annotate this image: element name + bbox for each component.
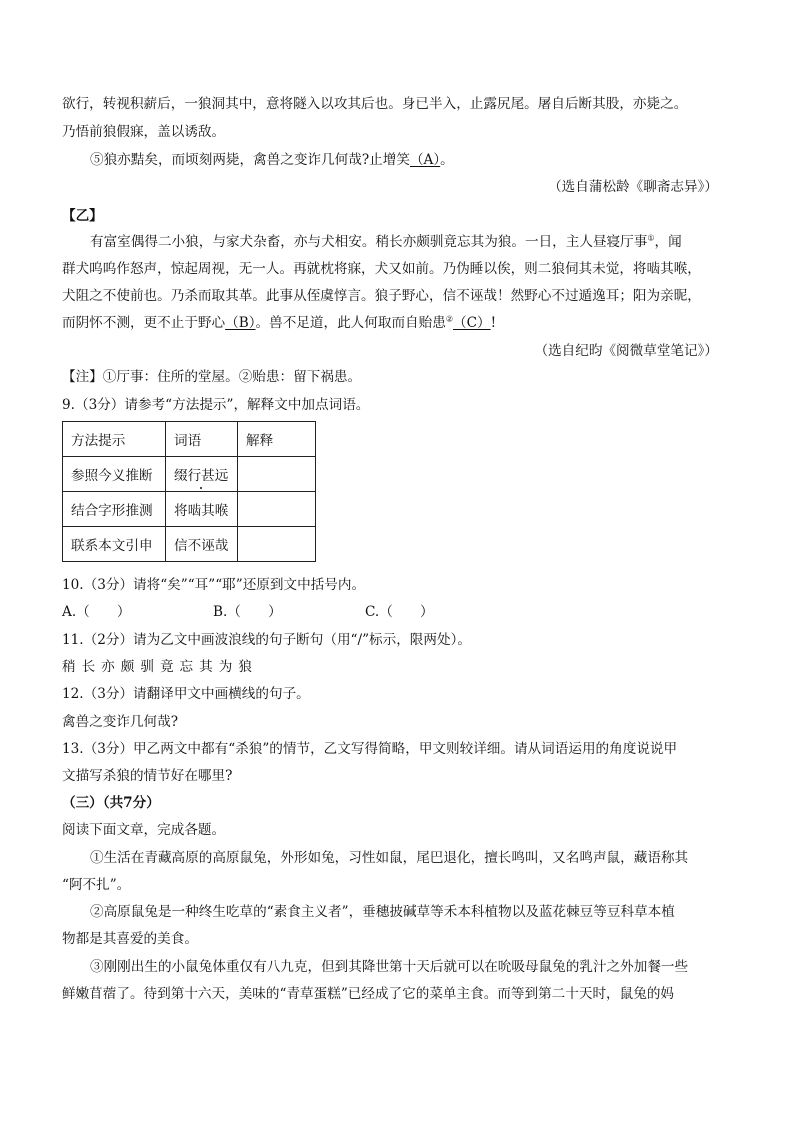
table-row bbox=[63, 457, 316, 492]
table-header-cell: 方法提示 bbox=[63, 422, 166, 457]
section-3-paragraph-2: ②高原鼠兔是一种终生吃草的“素食主义者”，垂穗披碱草等禾本科植物以及蓝花棘豆等豆科草本植 bbox=[90, 904, 675, 920]
section-3-instruction: 阅读下面文章，完成各题。 bbox=[62, 822, 226, 838]
blank-a: （A） bbox=[409, 152, 441, 168]
word-cell: 信不诬哉 bbox=[166, 527, 238, 562]
passage-b-line-3: 犬阻之不使前也。乃杀而取其革。此事从侄虞惇言。狼子野心，信不诬哉！然野心不过遁逸耳；阳为亲昵， bbox=[62, 288, 701, 304]
annotation-note: 【注】①厅事：住所的堂屋。②贻患：留下祸患。 bbox=[62, 369, 362, 385]
question-9-prompt: 9.（3分）请参考“方法提示”，解释文中加点词语。 bbox=[62, 397, 370, 413]
passage-a-paragraph-5: ⑤狼亦黠矣，而顷刻两毙，禽兽之变诈几何哉?止增笑（A）。 bbox=[90, 152, 454, 168]
table-header-cell: 词语 bbox=[166, 422, 238, 457]
section-3-paragraph-3-cont: 鲜嫩苜蓿了。待到第十六天，美味的“青草蛋糕”已经成了它的菜单主食。而等到第二十天时，鼠兔的妈 bbox=[62, 986, 675, 1002]
option-a-blank[interactable]: A.（ ） bbox=[62, 604, 131, 620]
section-3-paragraph-3: ③刚刚出生的小鼠兔体重仅有八九克，但到其降世第十天后就可以在吮吸母鼠兔的乳汁之外加餐一些 bbox=[90, 959, 689, 975]
question-13-line-2: 文描写杀狼的情节好在哪里? bbox=[62, 768, 233, 784]
method-cell: 联系本文引申 bbox=[63, 527, 166, 562]
answer-cell[interactable] bbox=[238, 527, 316, 562]
word-cell: 将啮其喉 bbox=[166, 492, 238, 527]
section-3-heading: （三）（共7分） bbox=[62, 795, 160, 811]
option-c-blank[interactable]: C.（ ） bbox=[365, 604, 434, 620]
question-12-sentence: 禽兽之变诈几何哉? bbox=[62, 714, 179, 730]
question-11-sentence: 稍长亦颇驯竟忘其为狼 bbox=[62, 659, 258, 675]
method-table bbox=[62, 421, 316, 562]
passage-b-line-1: 有富室偶得二小狼，与家犬杂畜，亦与犬相安。稍长亦颇驯竟忘其为狼。一日，主人昼寝厅事①，闻 bbox=[90, 233, 682, 250]
section-3-paragraph-1-cont: “阿不扎”。 bbox=[62, 877, 131, 893]
word-cell: 缀行甚远 bbox=[166, 457, 238, 492]
passage-b-line-2: 群犬呜呜作怒声，惊起周视，无一人。再就枕将寐，犬又如前。乃伪睡以俟，则二狼伺其未觉，将啮其喉， bbox=[62, 261, 701, 277]
section-3-paragraph-1: ①生活在青藏高原的高原鼠兔，外形如兔，习性如鼠，尾巴退化，擅长鸣叫，又名鸣声鼠，藏语称其 bbox=[90, 850, 689, 866]
question-13-line-1: 13.（3分）甲乙两文中都有“杀狼”的情节，乙文写得简略，甲文则较详细。请从词语运用的角度说说甲 bbox=[62, 741, 678, 757]
passage-b-line-4: 而阴怀不测，更不止于野心（B）。兽不足道，此人何取而自贻患②（C）! bbox=[62, 314, 497, 331]
passage-b-heading: 【乙】 bbox=[62, 208, 103, 224]
section-3-paragraph-2-cont: 物都是其喜爱的美食。 bbox=[62, 931, 198, 947]
question-11-prompt: 11.（2分）请为乙文中画波浪线的句子断句（用“/”标示，限两处）。 bbox=[62, 632, 471, 648]
method-cell: 参照今义推断 bbox=[63, 457, 166, 492]
question-10-prompt: 10.（3分）请将“矣”“耳”“耶”还原到文中括号内。 bbox=[62, 577, 366, 593]
passage-b-source: （选自纪昀《阅微草堂笔记》） bbox=[534, 343, 718, 359]
passage-a-source: （选自蒲松龄《聊斋志异》） bbox=[548, 179, 718, 195]
blank-c: （C） bbox=[453, 315, 491, 331]
blank-b: （B） bbox=[225, 315, 256, 331]
passage-a-line-2: 乃悟前狼假寐，盖以诱敌。 bbox=[62, 124, 226, 140]
answer-cell[interactable] bbox=[238, 492, 316, 527]
table-row bbox=[63, 492, 316, 527]
answer-cell[interactable] bbox=[238, 457, 316, 492]
passage-a-line-1: 欲行，转视积薪后，一狼洞其中，意将隧入以攻其后也。身已半入，止露尻尾。屠自后断其股，亦毙之。 bbox=[62, 96, 688, 112]
table-header-cell: 解释 bbox=[238, 422, 316, 457]
table-header-row bbox=[63, 422, 316, 457]
method-cell: 结合字形推测 bbox=[63, 492, 166, 527]
option-b-blank[interactable]: B.（ ） bbox=[213, 604, 282, 620]
question-12-prompt: 12.（3分）请翻译甲文中画横线的句子。 bbox=[62, 686, 310, 702]
table-row bbox=[63, 527, 316, 562]
